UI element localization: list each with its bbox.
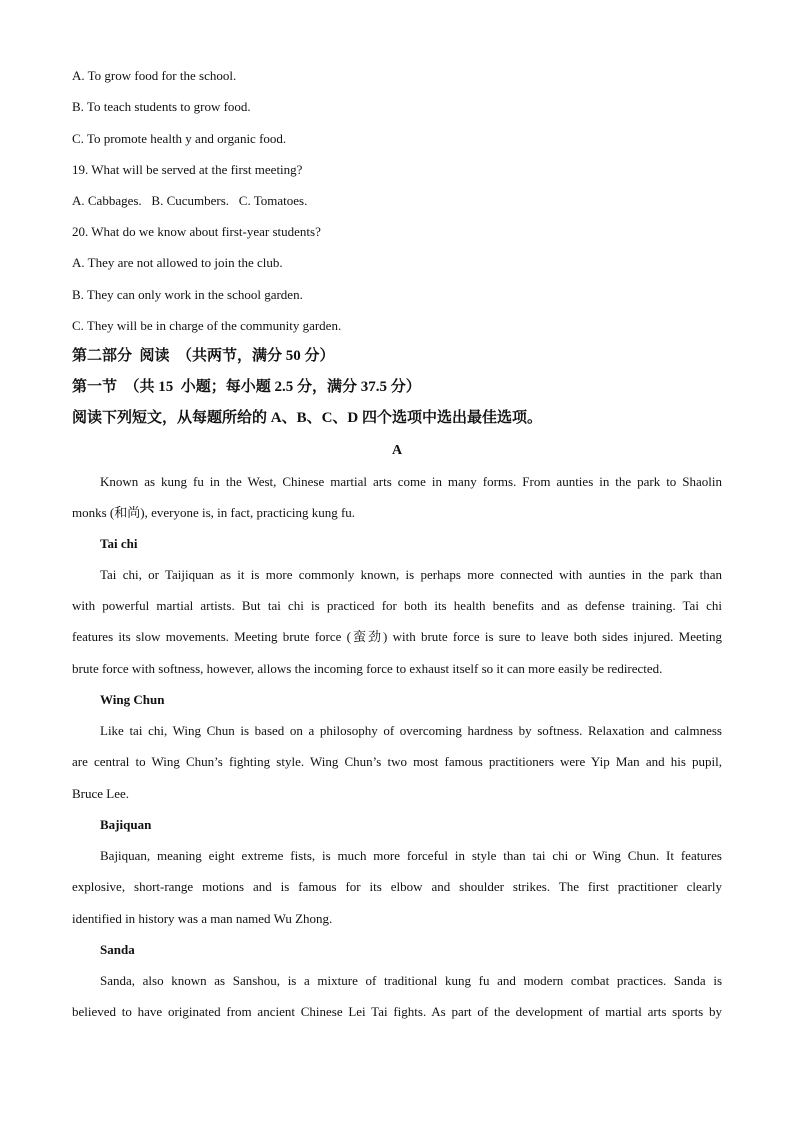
q19-question: 19. What will be served at the first meeting? — [72, 162, 303, 177]
taichi-line-2: with powerful martial artists. But tai chi is practiced for both its health benefits and as defense training. Tai chi — [72, 598, 722, 613]
wingchun-heading: Wing Chun — [100, 692, 165, 707]
bajiquan-line-2: explosive, short-range motions and is famous for its elbow and shoulder strikes. The first practitioner clearly — [72, 879, 722, 894]
intro-line-2: monks (和尚), everyone is, in fact, practicing kung fu. — [72, 505, 356, 520]
sanda-line-2: believed to have originated from ancient Chinese Lei Tai fights. As part of the development of martial arts sports by — [72, 1004, 722, 1019]
part-title: 第二部分 阅读 （共两节，满分 50 分） — [72, 348, 335, 364]
taichi-line-4: brute force with softness, however, allows the incoming force to exhaust itself so it can more easily be redirected. — [72, 661, 663, 676]
wingchun-line-1: Like tai chi, Wing Chun is based on a philosophy of overcoming hardness by softness. Relaxation and calmness — [100, 723, 722, 738]
intro-line-1: Known as kung fu in the West, Chinese martial arts come in many forms. From aunties in the park to Shaolin — [100, 474, 722, 489]
q20-option-c: C. They will be in charge of the community garden. — [72, 318, 342, 333]
q20-question: 20. What do we know about first-year students? — [72, 224, 321, 239]
taichi-heading: Tai chi — [100, 536, 138, 551]
section-title: 第一节 （共 15 小题；每小题 2.5 分，满分 37.5 分） — [72, 379, 421, 395]
q18-option-b: B. To teach students to grow food. — [72, 99, 251, 114]
sanda-heading: Sanda — [100, 942, 135, 957]
passage-letter: A — [391, 443, 403, 458]
q18-option-a: A. To grow food for the school. — [72, 68, 237, 83]
bajiquan-line-1: Bajiquan, meaning eight extreme fists, is much more forceful in style than tai chi or Wing Chun. It features — [100, 848, 722, 863]
sanda-line-1: Sanda, also known as Sanshou, is a mixture of traditional kung fu and modern combat practices. Sanda is — [100, 973, 722, 988]
taichi-line-3: features its slow movements. Meeting brute force (蛮劲) with brute force is sure to leave both sides injured. Meeting — [72, 629, 722, 644]
bajiquan-line-3: identified in history was a man named Wu Zhong. — [72, 911, 333, 926]
wingchun-line-3: Bruce Lee. — [72, 786, 130, 801]
q19-options: A. Cabbages. B. Cucumbers. C. Tomatoes. — [72, 193, 308, 208]
wingchun-line-2: are central to Wing Chun’s fighting style. Wing Chun’s two most famous practitioners were Yip Man and his pupil, — [72, 754, 722, 769]
q18-option-c: C. To promote health y and organic food. — [72, 131, 287, 146]
instructions: 阅读下列短文，从每题所给的 A、B、C、D 四个选项中选出最佳选项。 — [72, 410, 543, 426]
q20-option-a: A. They are not allowed to join the club. — [72, 255, 283, 270]
q20-option-b: B. They can only work in the school garden. — [72, 287, 303, 302]
taichi-line-1: Tai chi, or Taijiquan as it is more commonly known, is perhaps more connected with aunties in the park than — [100, 567, 722, 582]
bajiquan-heading: Bajiquan — [100, 817, 152, 832]
